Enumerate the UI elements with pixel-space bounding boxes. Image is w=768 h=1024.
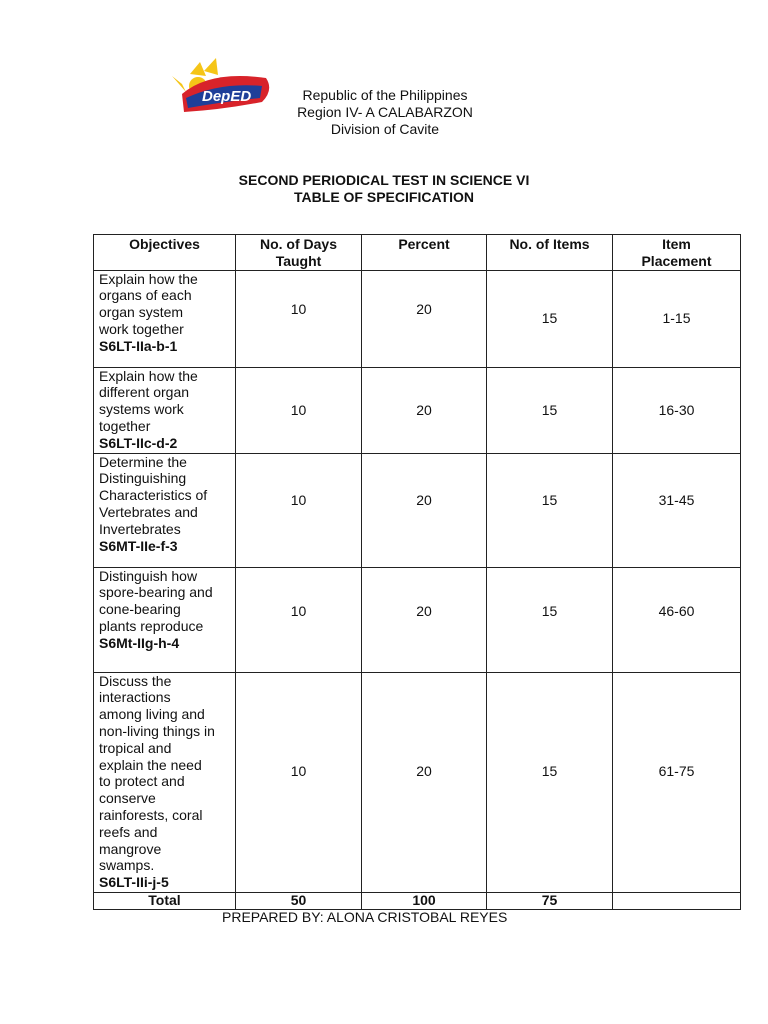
- placement-cell: 1-15: [613, 270, 741, 367]
- total-row: [94, 892, 741, 909]
- header-republic: Republic of the Philippines: [302, 87, 468, 103]
- items-cell: 15: [487, 367, 613, 453]
- placement-cell: 46-60: [613, 567, 741, 672]
- header-region: Region IV- A CALABARZON: [297, 104, 473, 120]
- logo-text: DepED: [202, 88, 252, 105]
- items-cell: 15: [487, 567, 613, 672]
- total-days: 50: [236, 892, 362, 909]
- objective-cell: Distinguish how spore-bearing and cone-bearing plants reproduce S6Mt-IIg-h-4: [94, 567, 236, 672]
- days-cell: 10: [236, 453, 362, 567]
- total-percent: 100: [362, 892, 487, 909]
- table-row: [94, 567, 741, 672]
- days-cell: 10: [236, 672, 362, 892]
- competency-code: S6LT-IIa-b-1: [99, 337, 178, 354]
- days-cell: 10: [236, 367, 362, 453]
- placement-cell: 16-30: [613, 367, 741, 453]
- percent-cell: 20: [362, 567, 487, 672]
- header-percent: Percent: [362, 235, 487, 271]
- competency-code: S6LT-IIc-d-2: [99, 434, 178, 451]
- logo-subtext: CAVITE: [230, 107, 256, 114]
- items-cell: 15: [487, 270, 613, 367]
- objective-cell: Explain how the organs of each organ system work together S6LT-IIa-b-1: [94, 270, 236, 367]
- document-title: [0, 172, 768, 206]
- table-row: [94, 270, 741, 367]
- objective-cell: Determine the Distinguishing Characteristics of Vertebrates and Invertebrates S6MT-IIe-f-3: [94, 453, 236, 567]
- table-row: [94, 367, 741, 453]
- header-days-taught: No. of Days Taught: [236, 235, 362, 271]
- percent-cell: 20: [362, 270, 487, 367]
- letterhead: [250, 87, 520, 138]
- title-line2: TABLE OF SPECIFICATION: [294, 189, 474, 205]
- placement-cell: 61-75: [613, 672, 741, 892]
- table-row: [94, 453, 741, 567]
- title-line1: SECOND PERIODICAL TEST IN SCIENCE VI: [238, 172, 530, 188]
- header-item-placement: Item Placement: [613, 235, 741, 271]
- total-items: 75: [487, 892, 613, 909]
- percent-cell: 20: [362, 453, 487, 567]
- days-cell: 10: [236, 270, 362, 367]
- objective-cell: Discuss the interactions among living and non-living things in tropical and explain the need to protect and conserve rainforests, coral reefs and mangrove swamps. S6LT-IIi-j-5: [94, 672, 236, 892]
- percent-cell: 20: [362, 367, 487, 453]
- table-row: [94, 672, 741, 892]
- header-division: Division of Cavite: [330, 121, 440, 137]
- header-items: No. of Items: [487, 235, 613, 271]
- total-placement: [613, 892, 741, 909]
- total-label: Total: [94, 892, 236, 909]
- competency-code: S6Mt-IIg-h-4: [99, 634, 180, 651]
- placement-cell: 31-45: [613, 453, 741, 567]
- competency-code: S6MT-IIe-f-3: [99, 537, 178, 554]
- items-cell: 15: [487, 672, 613, 892]
- days-cell: 10: [236, 567, 362, 672]
- specification-table: [93, 234, 741, 910]
- table-header-row: [94, 235, 741, 271]
- competency-code: S6LT-IIi-j-5: [99, 874, 169, 891]
- percent-cell: 20: [362, 672, 487, 892]
- items-cell: 15: [487, 453, 613, 567]
- prepared-by: PREPARED BY: ALONA CRISTOBAL REYES: [222, 909, 508, 925]
- objective-cell: Explain how the different organ systems work together S6LT-IIc-d-2: [94, 367, 236, 453]
- header-objectives: Objectives: [94, 235, 236, 271]
